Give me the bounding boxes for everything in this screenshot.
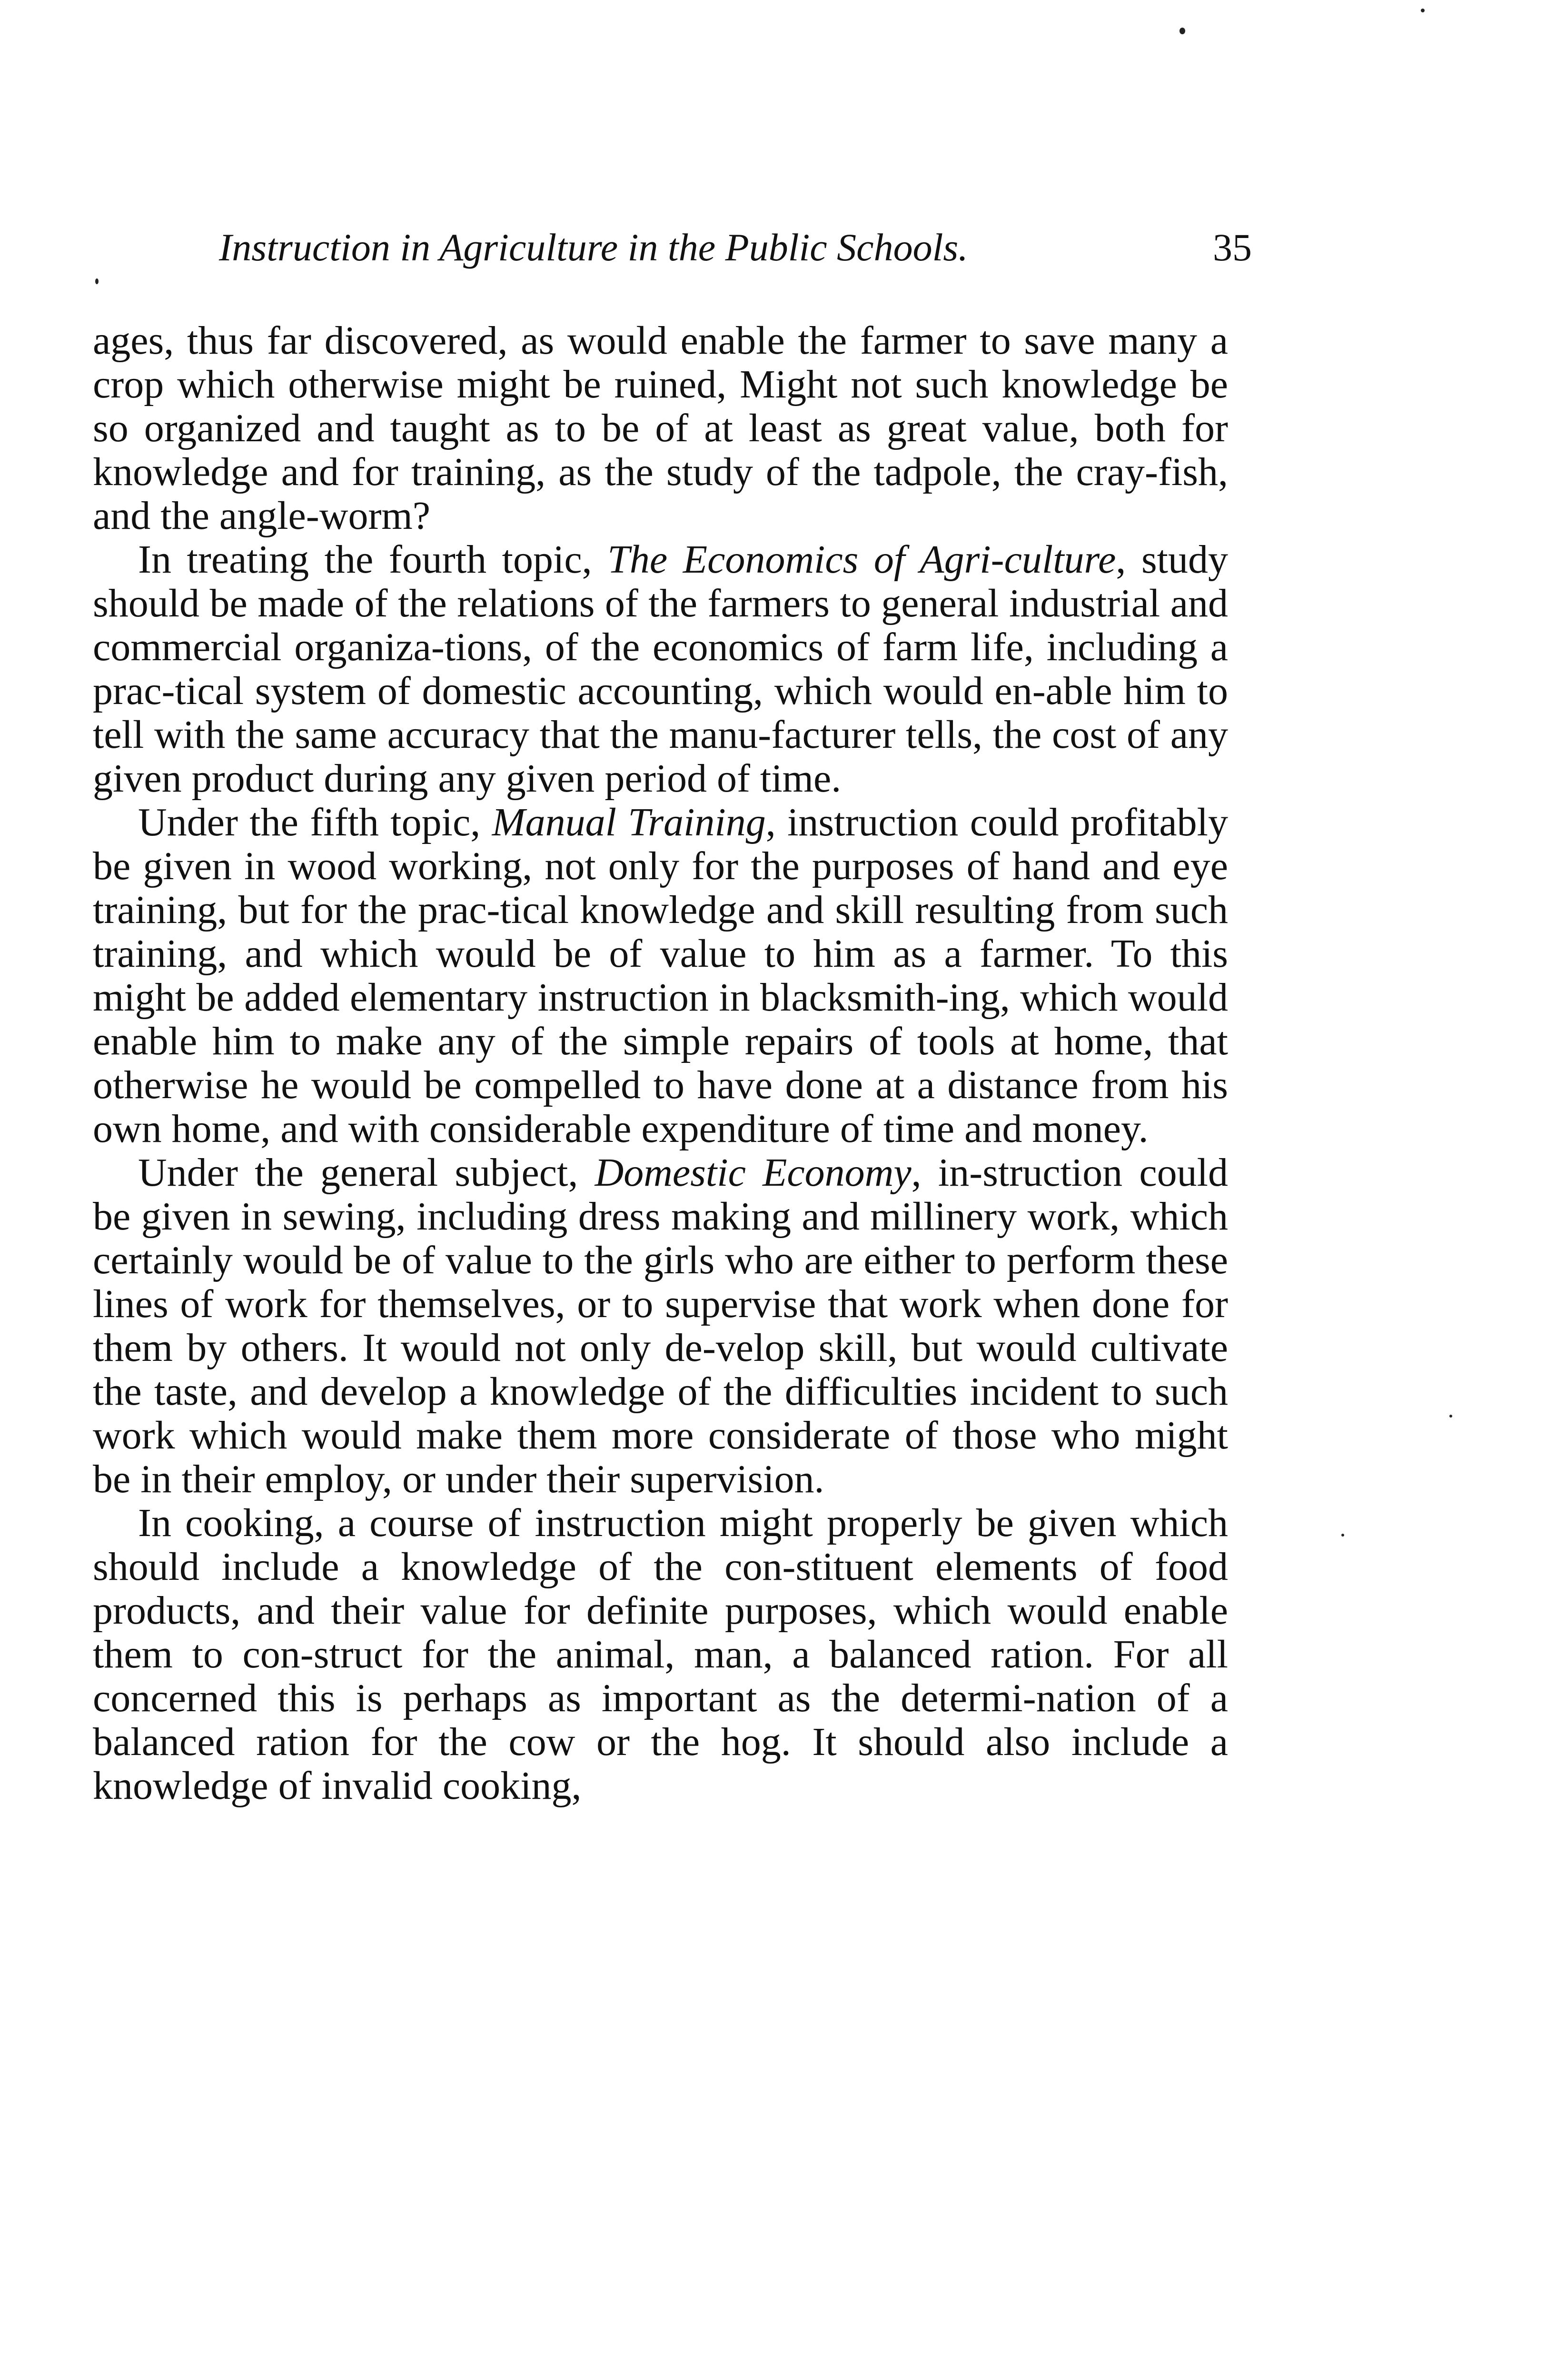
paragraph-text: , study should be made of the relations of the farmers to general industrial and commercial organiza-tions, of the economics of farm life, including a prac-tical system of domestic accounting, which would en-able him to tell with the same accuracy that the manu-facturer tells, the cost of any given product during any given period of time. (93, 537, 1228, 801)
paragraph-text: In treating the fourth topic, (138, 537, 608, 582)
paragraph-manual-training (93, 801, 1228, 1151)
scan-speck (1179, 28, 1185, 34)
paragraph-domestic-economy (93, 1151, 1228, 1501)
paragraph-text: Under the fifth topic, (138, 800, 492, 844)
scan-speck (1341, 1534, 1344, 1537)
scan-speck (1421, 9, 1425, 12)
body-text (93, 319, 1228, 2290)
scan-speck (95, 278, 99, 284)
paragraph-cooking: In cooking, a course of instruction might properly be given which should include a knowledge of the con-stituent elements of food products, and their value for definite purposes, which would enable them to con-struct for the animal, man, a balanced ration. For all concerned this is perhaps as important as the determi-nation of a balanced ration for the cow or the hog. It should also include a knowledge of invalid cooking, (93, 1501, 1228, 1808)
running-header-title: Instruction in Agriculture in the Public Schools. (219, 226, 968, 269)
topic-title-domestic-economy: Domestic Economy (595, 1150, 912, 1195)
page-number: 35 (1213, 226, 1252, 269)
paragraph-text: Under the general subject, (138, 1150, 595, 1195)
paragraph-text: , in-struction could be given in sewing, including dress making and millinery work, which certainly would be of value to the girls who are either to perform these lines of work for themselves, or to supervise that work when done for them by others. It would not only de-velop skill, but would cultivate the taste, and develop a knowledge of the difficulties incident to such work which would make them more considerate of those who might be in their employ, or under their supervision. (93, 1150, 1229, 1501)
paragraph-text: , instruction could profitably be given in wood working, not only for the purposes of hand and eye training, but for the prac-tical knowledge and skill resulting from such training, and which would be of value to him as a farmer. To this might be added elementary instruction in blacksmith-ing, which would enable him to make any of the simple repairs of tools at home, that otherwise he would be compelled to have done at a distance from his own home, and with considerable expenditure of time and money. (93, 800, 1228, 1151)
running-header (219, 219, 1252, 276)
scan-speck (1449, 1415, 1452, 1418)
topic-title-manual-training: Manual Training (492, 800, 766, 844)
topic-title-economics-of-agriculture: The Economics of Agri-culture (607, 537, 1116, 582)
paragraph-economics-of-agriculture (93, 538, 1228, 801)
paragraph-continued-from-previous-page: ages, thus far discovered, as would enable the farmer to save many a crop which otherwise might be ruined, Might not such knowledge be so organized and taught as to be of at least as great value, both for knowledge and for training, as the study of the tadpole, the cray-fish, and the angle-worm? (93, 318, 1228, 538)
